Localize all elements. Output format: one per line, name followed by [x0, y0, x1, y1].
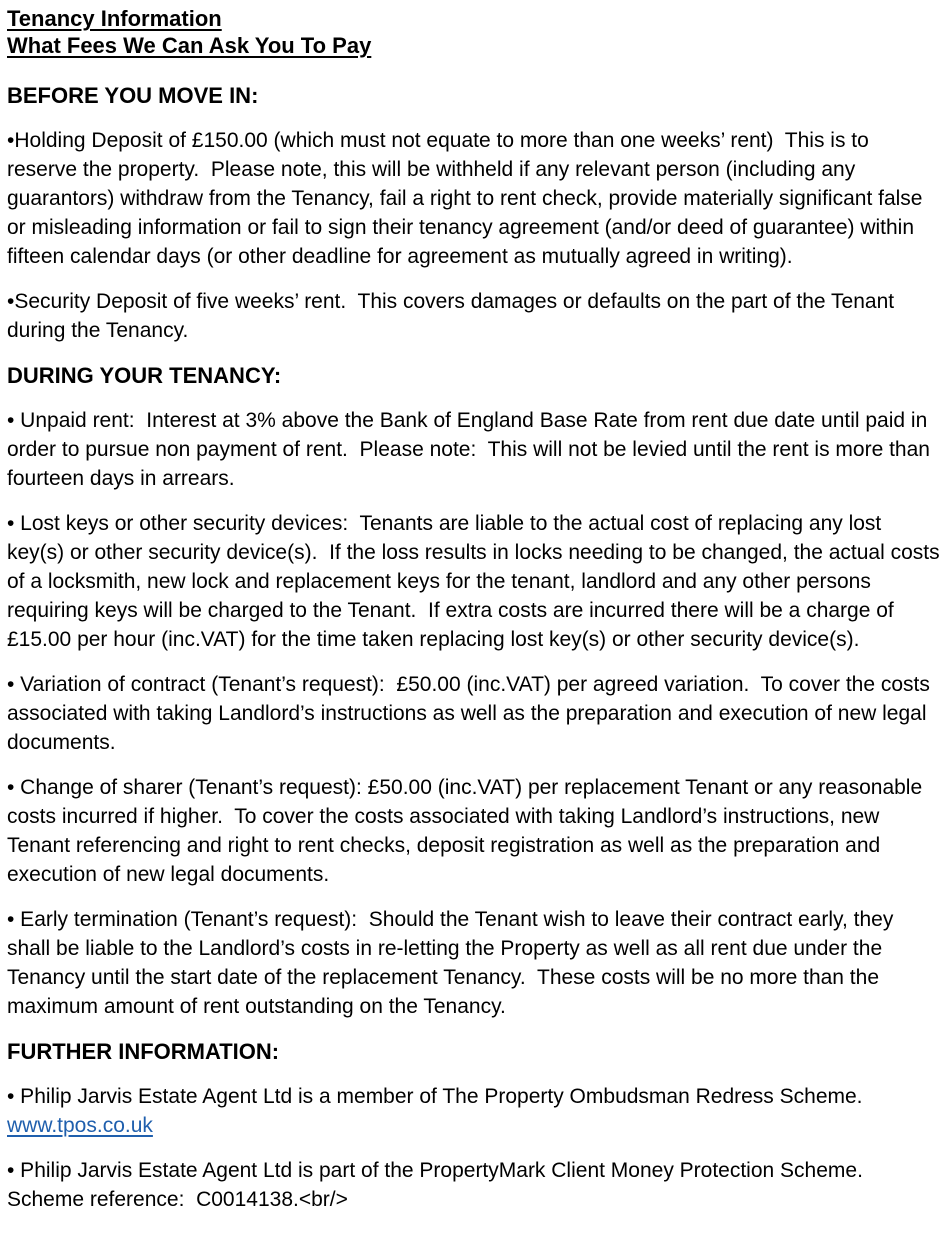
heading-before-you-move-in: BEFORE YOU MOVE IN:: [7, 83, 259, 108]
section-before-you-move-in: [7, 81, 940, 345]
propertymark-cmp-text: • Philip Jarvis Estate Agent Ltd is part of the PropertyMark Client Money Protection Scheme.: [7, 1159, 863, 1182]
heading-further-information: FURTHER INFORMATION:: [7, 1039, 280, 1064]
heading-during-your-tenancy: DURING YOUR TENANCY:: [7, 363, 282, 388]
section-further-information: [7, 1037, 940, 1214]
paragraph-unpaid-rent: • Unpaid rent: Interest at 3% above the Bank of England Base Rate from rent due date until paid in order to pursue non payment of rent. Please note: This will not be levied until the rent is more than fourteen days in arrears.: [7, 409, 936, 490]
document-title: [7, 5, 940, 59]
paragraph-early-termination: • Early termination (Tenant’s request): Should the Tenant wish to leave their contract early, they shall be liable to the Landlord’s costs in re-letting the Property as well as all rent due under the Tenancy until the start date of the replacement Tenancy. These costs will be no more than the maximum amount of rent outstanding on the Tenancy.: [7, 908, 900, 1018]
section-during-your-tenancy: [7, 361, 945, 1021]
paragraph-lost-keys: • Lost keys or other security devices: Tenants are liable to the actual cost of replacing any lost key(s) or other security device(s). If the loss results in locks needing to be changed, the actual costs of a locksmith, new lock and replacement keys for the tenant, landlord and any other persons requiring keys will be charged to the Tenant. If extra costs are incurred there will be a charge of £15.00 per hour (inc.VAT) for the time taken replacing lost key(s) or other security device(s).: [7, 512, 945, 651]
scheme-reference-text: Scheme reference: C0014138.<br/>: [7, 1188, 348, 1211]
tpos-link[interactable]: www.tpos.co.uk: [7, 1114, 153, 1137]
paragraph-variation-of-contract: • Variation of contract (Tenant’s request): £50.00 (inc.VAT) per agreed variation. To cover the costs associated with taking Landlord’s instructions as well as the preparation and execution of new legal documents.: [7, 673, 936, 754]
paragraph-holding-deposit: •Holding Deposit of £150.00 (which must not equate to more than one weeks’ rent) This is to reserve the property. Please note, this will be withheld if any relevant person (including any guarantors) withdraw from the Tenancy, fail a right to rent check, provide materially significant false or misleading information or fail to sign their tenancy agreement (and/or deed of guarantee) within fifteen calendar days (or other deadline for agreement as mutually agreed in writing).: [7, 129, 929, 268]
tpos-membership-text: • Philip Jarvis Estate Agent Ltd is a member of The Property Ombudsman Redress Scheme.: [7, 1085, 863, 1108]
paragraph-security-deposit: •Security Deposit of five weeks’ rent. This covers damages or defaults on the part of the Tenant during the Tenancy.: [7, 290, 900, 342]
paragraph-tpos-membership: [7, 1082, 940, 1140]
tenancy-information-document: [7, 5, 945, 1214]
paragraph-change-of-sharer: • Change of sharer (Tenant’s request): £50.00 (inc.VAT) per replacement Tenant or any reasonable costs incurred if higher. To cover the costs associated with taking Landlord’s instructions, new Tenant referencing and right to rent checks, deposit registration as well as the preparation and execution of new legal documents.: [7, 776, 928, 886]
title-line-tenancy-information: Tenancy Information: [7, 6, 222, 31]
paragraph-propertymark-cmp: [7, 1156, 940, 1214]
title-line-what-fees: What Fees We Can Ask You To Pay: [7, 33, 372, 58]
